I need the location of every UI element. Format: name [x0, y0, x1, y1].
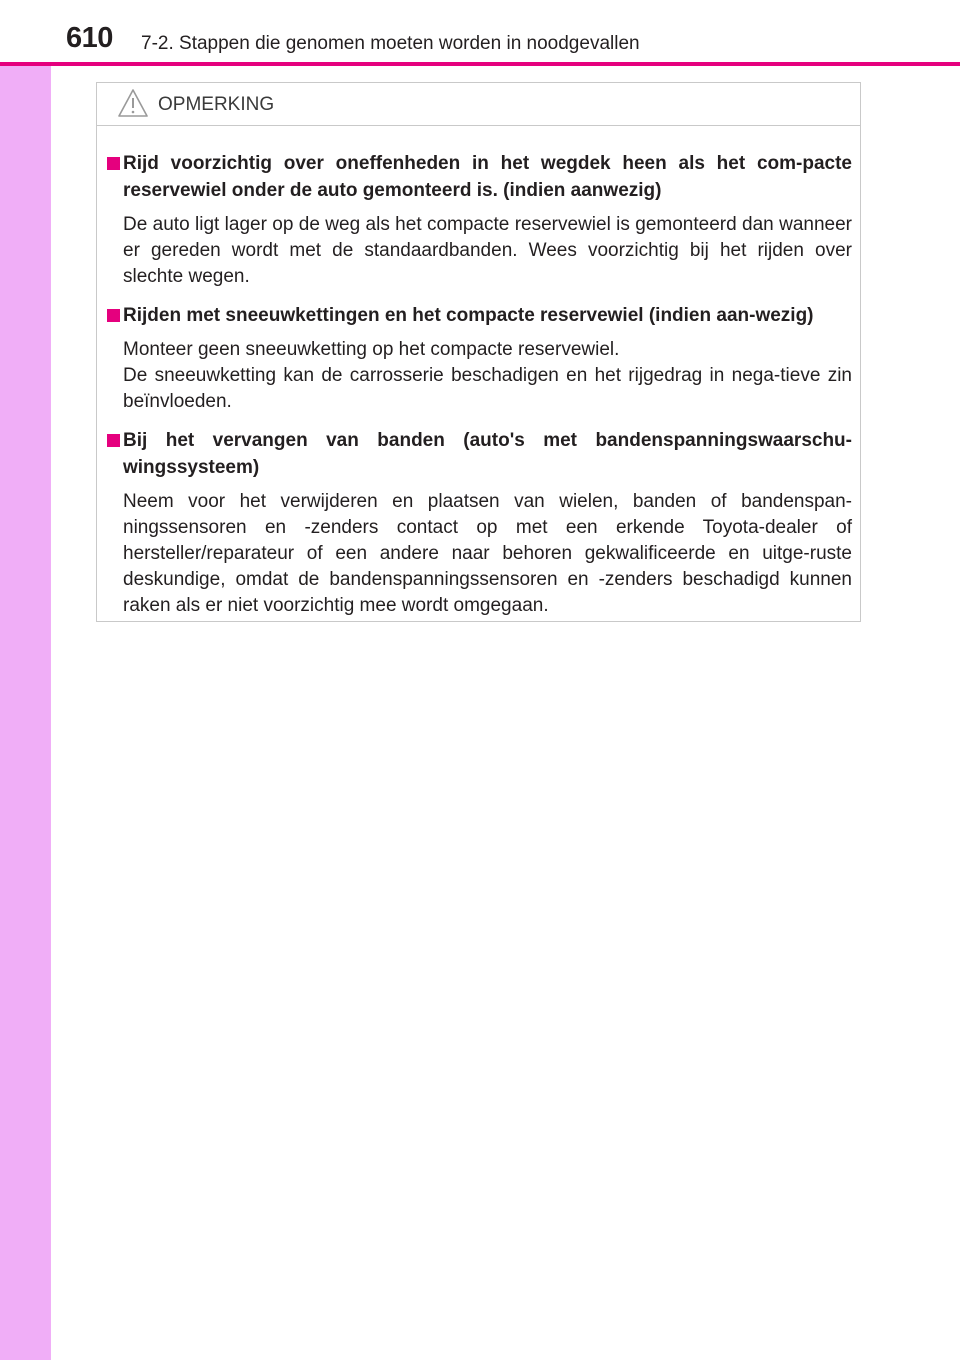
notice-item-text: Neem voor het verwijderen en plaatsen van wielen, banden of bandenspan-ningssensoren en -zenders contact op met een erkende Toyota-dealer of hersteller/reparateur of een andere naar behoren gekwalificeerde en uitge-ruste deskundige, omdat de bandenspanningssensoren en -zenders beschadigd kunnen raken als er niet voorzichtig mee wordt omgegaan. — [123, 491, 852, 616]
notice-item-heading-text: Rijden met sneeuwkettingen en het compacte reservewiel (indien aan-wezig) — [123, 305, 814, 326]
notice-body — [97, 126, 860, 619]
notice-box — [96, 82, 861, 622]
section-title: 7-2. Stappen die genomen moeten worden in noodgevallen — [141, 33, 640, 54]
notice-header — [97, 83, 860, 126]
notice-item-heading — [107, 427, 852, 481]
page-header — [0, 0, 960, 64]
square-bullet-icon — [107, 434, 120, 447]
notice-item-text: De auto ligt lager op de weg als het compacte reservewiel is gemonteerd dan wanneer er gereden wordt met de standaardbanden. Wees voorzichtig bij het rijden over slechte wegen. — [123, 214, 852, 287]
notice-item-text: Monteer geen sneeuwketting op het compacte reservewiel. De sneeuwketting kan de carrosserie beschadigen en het rijgedrag in nega-tieve zin beïnvloeden. — [123, 339, 852, 412]
square-bullet-icon — [107, 309, 120, 322]
notice-item — [107, 150, 852, 290]
notice-item — [107, 427, 852, 619]
notice-item — [107, 302, 852, 415]
notice-item-heading — [107, 150, 852, 204]
page-number: 610 — [66, 22, 113, 54]
header-rule — [0, 62, 960, 66]
notice-item-heading-text: Bij het vervangen van banden (auto's met bandenspanningswaarschu-wingssysteem) — [123, 430, 852, 478]
notice-title: OPMERKING — [158, 94, 275, 115]
square-bullet-icon — [107, 157, 120, 170]
notice-item-heading — [107, 302, 852, 329]
side-color-band — [0, 0, 51, 1360]
warning-triangle-icon — [117, 88, 149, 118]
notice-item-heading-text: Rijd voorzichtig over oneffenheden in het wegdek heen als het com-pacte reservewiel onder de auto gemonteerd is. (indien aanwezig) — [123, 153, 852, 201]
